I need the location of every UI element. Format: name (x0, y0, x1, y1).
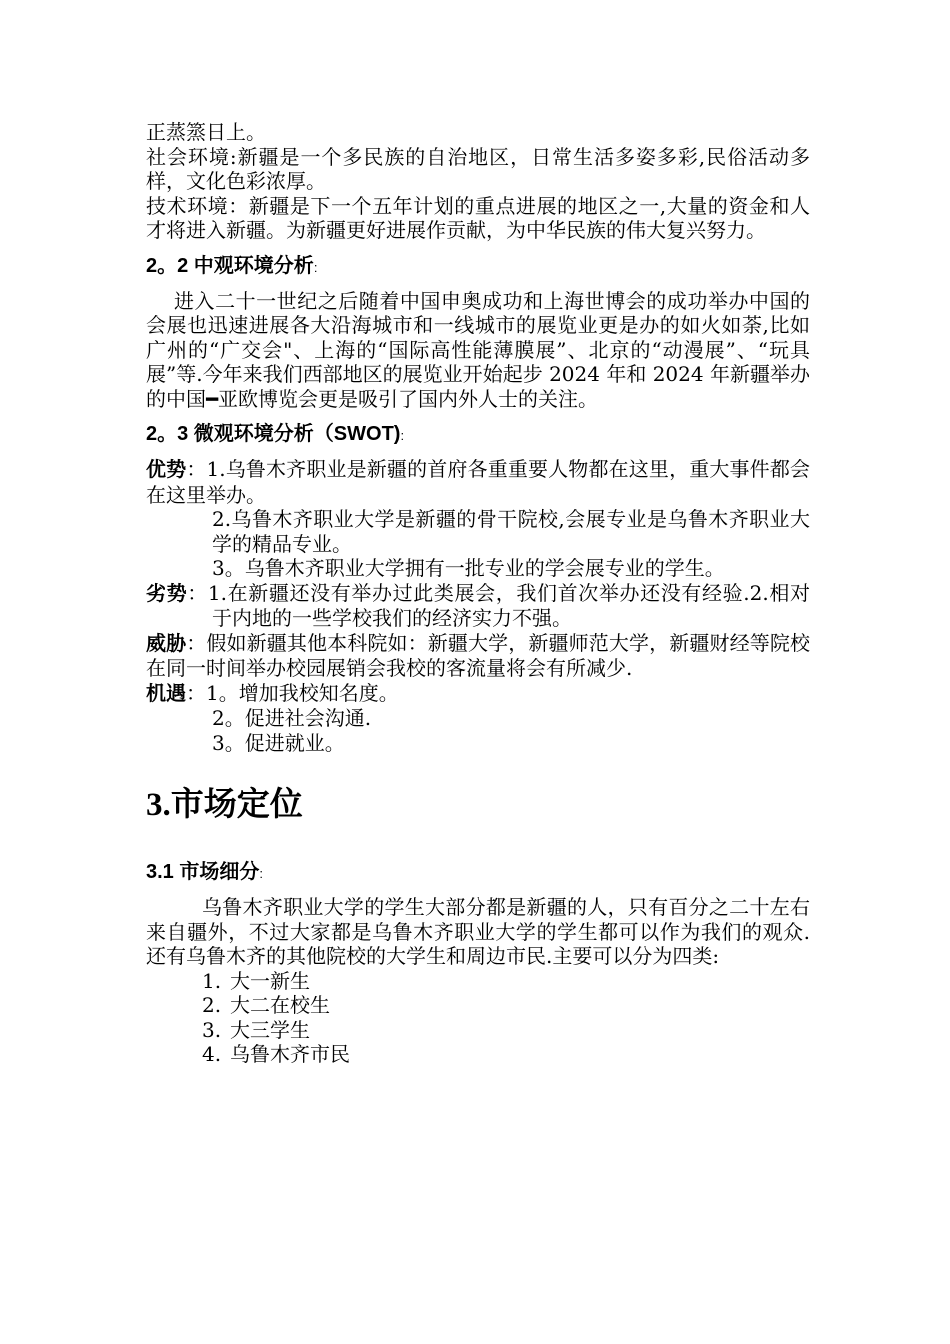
swot-weaknesses-text: ：1.在新疆还没有举办过此类展会，我们首次举办还没有经验.2.相对于内地的一些学校我们的经济实力不强。 (187, 580, 810, 630)
paragraph-meso-environment: 进入二十一世纪之后随着中国申奥成功和上海世博会的成功举办中国的会展也迅速进展各大沿海城市和一线城市的展览业更是办的如火如荼,比如广州的“广交会"、上海的“国际高性能薄膜展”、北京的“动漫展”、“玩具展”等.今年来我们西部地区的展览业开始起步 2024 年和 2024 年新疆举办的中国━亚欧博览会更是吸引了国内外人士的关注。 (146, 288, 810, 411)
list-number: 3. (202, 1017, 222, 1042)
swot-label-opportunities: 机遇 (146, 682, 186, 705)
swot-strengths-2: 2.乌鲁木齐职业大学是新疆的骨干院校,会展专业是乌鲁木齐职业大学的精品专业。 (212, 507, 810, 556)
swot-opportunities-2: 2。促进社会沟通. (212, 706, 372, 730)
swot-label-threats: 威胁 (146, 632, 187, 655)
swot-strengths-1 (146, 457, 810, 507)
heading-3-market-positioning: 3.市场定位 (146, 787, 303, 823)
swot-threats (146, 631, 810, 681)
paragraph-social-environment: 社会环境:新疆是一个多民族的自治地区，日常生活多姿多彩,民俗活动多样，文化色彩浓厚。 (146, 144, 810, 193)
swot-threats-text: ：假如新疆其他本科院如：新疆大学，新疆师范大学，新疆财经等院校在同一时间举办校园展销会我校的客流量将会有所减少. (146, 630, 810, 680)
heading-colon: : (313, 259, 318, 275)
list-item (202, 993, 810, 1018)
swot-opportunities-text-1: ：1。增加我校知名度。 (186, 680, 399, 705)
heading-3-1-text: 3.1 市场细分 (146, 861, 260, 883)
document-page (146, 120, 810, 1067)
swot-label-strengths: 优势 (146, 459, 187, 481)
list-text: 大二在校生 (230, 993, 330, 1017)
swot-opportunities-3: 3。促进就业。 (212, 730, 345, 755)
list-item (202, 1018, 810, 1043)
paragraph-tech-environment: 技术环境：新疆是下一个五年计划的重点进展的地区之一,大量的资金和人才将进入新疆。为新疆更好进展作贡献，为中华民族的伟大复兴努力。 (146, 193, 810, 242)
swot-weaknesses (146, 581, 810, 631)
heading-2-3 (146, 421, 810, 449)
heading-2-2-text: 2。2 中观环境分析 (146, 254, 314, 277)
heading-2-3-text: 2。3 微观环境分析（SWOT) (146, 423, 401, 445)
paragraph: 正蒸篜日上。 (146, 120, 266, 144)
swot-label-weaknesses: 劣势 (146, 582, 188, 605)
list-number: 1. (202, 968, 222, 993)
swot-strengths-text-1: ：1.乌鲁木齐职业是新疆的首府各重重要人物都在这里，重大事件都会在这里举办。 (146, 457, 810, 507)
swot-strengths-3: 3。乌鲁木齐职业大学拥有一批专业的学会展专业的学生。 (212, 556, 725, 580)
list-item (202, 1042, 810, 1067)
list-number: 4. (202, 1042, 222, 1066)
list-item (202, 969, 810, 994)
heading-colon: : (259, 866, 263, 881)
heading-2-2 (146, 253, 810, 281)
swot-opportunities-1 (146, 681, 810, 707)
segment-list (146, 969, 810, 1067)
list-text: 大三学生 (230, 1017, 310, 1042)
paragraph-market-segmentation: 乌鲁木齐职业大学的学生大部分都是新疆的人，只有百分之二十左右来自疆外，不过大家都是乌鲁木齐职业大学的学生都可以作为我们的观众.还有乌鲁木齐的其他院校的大学生和周边市民.主要可以分为四类: (146, 895, 810, 968)
list-text: 乌鲁木齐市民 (230, 1042, 350, 1066)
heading-3-1 (146, 859, 810, 887)
list-text: 大一新生 (230, 968, 310, 993)
list-number: 2. (202, 993, 222, 1017)
heading-colon: : (400, 428, 405, 443)
